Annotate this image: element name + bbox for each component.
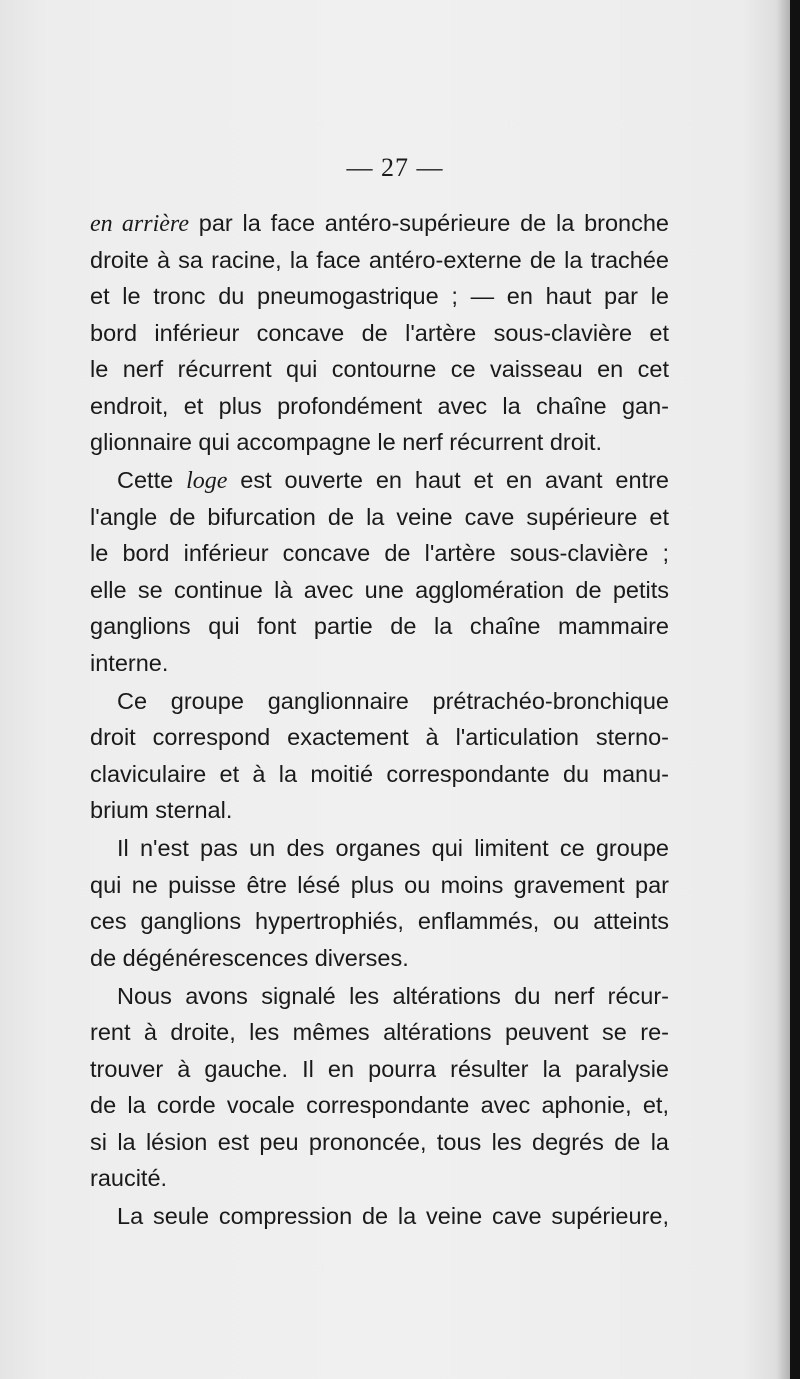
text-line: le nerf récurrent qui contourne ce vaisseau en cet xyxy=(90,356,669,382)
body-text xyxy=(90,205,669,1236)
text-line: ganglions qui font partie de la chaîne mammaire xyxy=(90,613,669,639)
text-line: La seule compression de la veine cave supérieure, xyxy=(117,1203,669,1229)
text-line: interne. xyxy=(90,649,169,676)
text-line: glionnaire qui accompagne le nerf récurrent droit. xyxy=(90,429,603,455)
italic-text: loge xyxy=(186,468,228,494)
text-line: de dégénérescences diverses. xyxy=(90,944,409,971)
text-line: et le tronc du pneumogastrique ; — en haut par le xyxy=(90,283,669,309)
text-line: Ce groupe ganglionnaire prétrachéo-bronchique xyxy=(117,687,669,714)
text-line: le bord inférieur concave de l'artère sous-clavière ; xyxy=(90,540,669,566)
text-line: Il n'est pas un des organes qui limitent ce groupe xyxy=(117,835,669,861)
text-line: de la corde vocale correspondante avec aphonie, et, xyxy=(90,1092,669,1118)
text-line: claviculaire et à la moitié correspondante du manu- xyxy=(90,760,669,787)
text-line: Nous avons signalé les altérations du nerf récur- xyxy=(117,982,669,1009)
text-line: raucité. xyxy=(90,1165,168,1191)
text-line: endroit, et plus profondément avec la chaîne gan- xyxy=(90,392,669,419)
text-line xyxy=(90,205,669,242)
text-line: rent à droite, les mêmes altérations peuvent se re- xyxy=(90,1019,669,1045)
text-span: Cette xyxy=(117,467,187,493)
text-line: droite à sa racine, la face antéro-externe de la trachée xyxy=(90,246,669,273)
text-line: qui ne puisse être lésé plus ou moins gravement par xyxy=(90,871,669,898)
paragraph xyxy=(90,683,669,829)
paragraph xyxy=(90,830,669,976)
page-number: — 27 — xyxy=(346,153,444,182)
paragraph xyxy=(90,462,669,681)
text-line: brium sternal. xyxy=(90,797,233,823)
text-line: elle se continue là avec une agglomération de petits xyxy=(90,576,669,603)
paragraph xyxy=(90,205,669,461)
page-edge-shadow xyxy=(776,0,790,1379)
text-span: est ouverte en haut et en avant entre xyxy=(227,467,669,493)
paragraph xyxy=(90,1198,669,1235)
paragraph xyxy=(90,978,669,1197)
text-line: ces ganglions hypertrophiés, enflammés, ou atteints xyxy=(90,908,669,934)
italic-text: en arrière xyxy=(90,211,190,237)
text-line: l'angle de bifurcation de la veine cave supérieure et xyxy=(90,503,669,530)
text-line: bord inférieur concave de l'artère sous-clavière et xyxy=(90,319,669,346)
text-line xyxy=(90,462,669,499)
text-line: trouver à gauche. Il en pourra résulter la paralysie xyxy=(90,1055,669,1082)
text-span: par la face antéro-supérieure de la bronche xyxy=(189,210,669,236)
text-line: droit correspond exactement à l'articulation sterno- xyxy=(90,724,669,750)
text-line: si la lésion est peu prononcée, tous les degrés de la xyxy=(90,1128,669,1155)
